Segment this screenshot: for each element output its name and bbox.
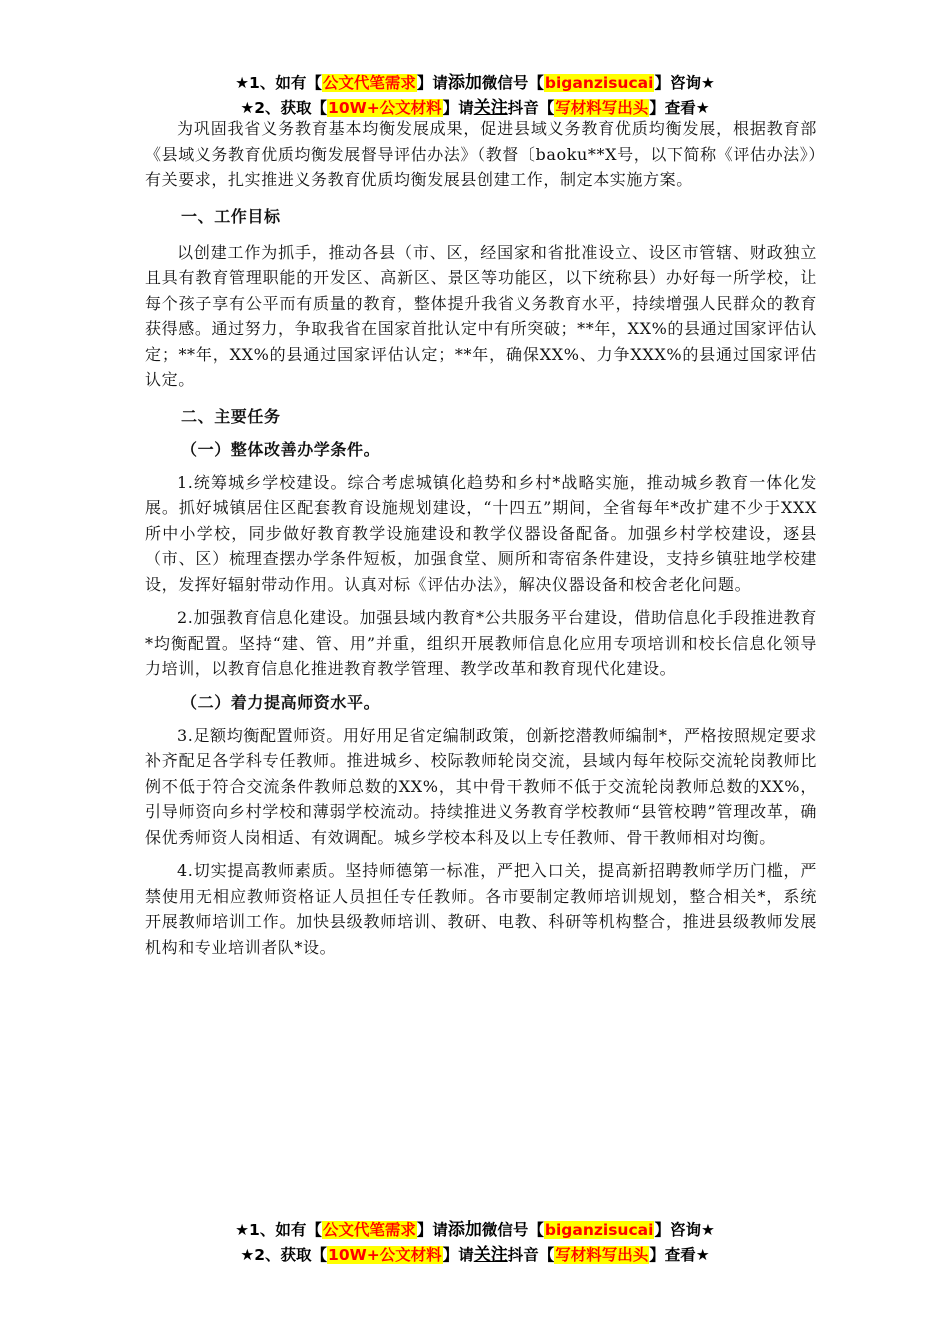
highlight-wechat-id: biganzisucai — [544, 1221, 654, 1239]
banner-text: 微信号【 — [481, 1221, 544, 1239]
highlight-service: 公文代笔需求 — [322, 74, 416, 92]
banner-text: ★1、如有【 — [235, 74, 322, 92]
task-paragraph-1: 1.统筹城乡学校建设。综合考虑城镇化趋势和乡村*战略实施，推动城乡教育一体化发展。抓好城镇居住区配套教育设施规划建设，“十四五”期间，全省每年*改扩建不少于XXX所中小学校，同步做好教育教学设施建设和教学仪器设备配备。加强乡村学校建设，逐县（市、区）梳理查摆办学条件短板，加强食堂、厕所和寄宿条件建设，支持乡镇驻地学校建设，发挥好辐射带动作用。认真对标《评估办法》，解决仪器设备和校舍老化问题。 — [145, 472, 817, 594]
goals-paragraph: 以创建工作为抓手，推动各县（市、区，经国家和省批准设立、设区市管辖、财政独立且具有教育管理职能的开发区、高新区、景区等功能区，以下统称县）办好每一所学校，让每个孩子享有公平而有质量的教育，整体提升我省义务教育水平，持续增强人民群众的教育获得感。通过努力，争取我省在国家首批认定中有所突破；**年，XX%的县通过国家评估认定；**年，XX%的县通过国家评估认定；**年，确保XX%、力争XXX%的县通过国家评估认定。 — [145, 242, 817, 389]
document-body — [145, 116, 817, 960]
banner-emphasis: 关注 — [473, 98, 508, 118]
banner-emphasis: 添加 — [447, 1220, 482, 1240]
banner-emphasis: 关注 — [473, 1245, 508, 1265]
bottom-banner — [0, 1218, 950, 1268]
banner-text: ★2、获取【 — [240, 99, 328, 117]
banner-text: 】请 — [416, 74, 448, 92]
banner-text: 抖音【 — [507, 99, 555, 117]
banner-text: 】咨询★ — [654, 74, 715, 92]
banner-text: 】查看★ — [649, 99, 710, 117]
task-paragraph-2: 2.加强教育信息化建设。加强县域内教育*公共服务平台建设，借助信息化手段推进教育*均衡配置。坚持“建、管、用”并重，组织开展教师信息化应用专项培训和校长信息化领导力培训，以教育信息化推进教育教学管理、教学改革和教育现代化建设。 — [145, 608, 817, 678]
banner-text: ★1、如有【 — [235, 1221, 322, 1239]
highlight-materials: 10W+公文材料 — [328, 99, 442, 117]
banner-text: ★2、获取【 — [240, 1246, 328, 1264]
highlight-materials: 10W+公文材料 — [328, 1246, 442, 1264]
banner-text: 】请 — [442, 1246, 474, 1264]
top-banner — [0, 71, 950, 121]
banner-line-2 — [0, 1243, 950, 1268]
banner-text: 微信号【 — [481, 74, 544, 92]
task-paragraph-3: 3.足额均衡配置师资。用好用足省定编制政策，创新挖潜教师编制*，严格按照规定要求补齐配足各学科专任教师。推进城乡、校际教师轮岗交流，县域内每年校际交流轮岗教师比例不低于符合交流条件教师总数的XX%，其中骨干教师不低于交流轮岗教师总数的XX%，引导师资向乡村学校和薄弱学校流动。持续推进义务教育学校教师“县管校聘”管理改革，确保优秀师资人岗相适、有效调配。城乡学校本科及以上专任教师、骨干教师相对均衡。 — [145, 725, 817, 847]
highlight-wechat-id: biganzisucai — [544, 74, 654, 92]
section-heading-goals: 一、工作目标 — [181, 206, 281, 226]
banner-line-1 — [0, 1218, 950, 1243]
banner-text: 抖音【 — [507, 1246, 555, 1264]
highlight-service: 公文代笔需求 — [322, 1221, 416, 1239]
subsection-heading-teachers: （二）着力提高师资水平。 — [181, 692, 381, 712]
section-heading-tasks: 二、主要任务 — [181, 406, 281, 426]
banner-text: 】请 — [416, 1221, 448, 1239]
subsection-heading-conditions: （一）整体改善办学条件。 — [181, 439, 381, 459]
banner-emphasis: 添加 — [447, 73, 482, 93]
task-paragraph-4: 4.切实提高教师素质。坚持师德第一标准，严把入口关，提高新招聘教师学历门槛，严禁使用无相应教师资格证人员担任专任教师。各市要制定教师培训规划，整合相关*，系统开展教师培训工作。加快县级教师培训、教研、电教、科研等机构整合，推进县级教师发展机构和专业培训者队*设。 — [145, 861, 817, 957]
banner-text: 】请 — [442, 99, 474, 117]
intro-paragraph: 为巩固我省义务教育基本均衡发展成果，促进县域义务教育优质均衡发展，根据教育部《县域义务教育优质均衡发展督导评估办法》（教督〔baoku**X号，以下简称《评估办法》）有关要求，扎实推进义务教育优质均衡发展县创建工作，制定本实施方案。 — [145, 119, 817, 189]
banner-text: 】咨询★ — [654, 1221, 715, 1239]
highlight-douyin: 写材料写出头 — [555, 1246, 649, 1264]
banner-text: 】查看★ — [649, 1246, 710, 1264]
banner-line-1 — [0, 71, 950, 96]
highlight-douyin: 写材料写出头 — [555, 99, 649, 117]
